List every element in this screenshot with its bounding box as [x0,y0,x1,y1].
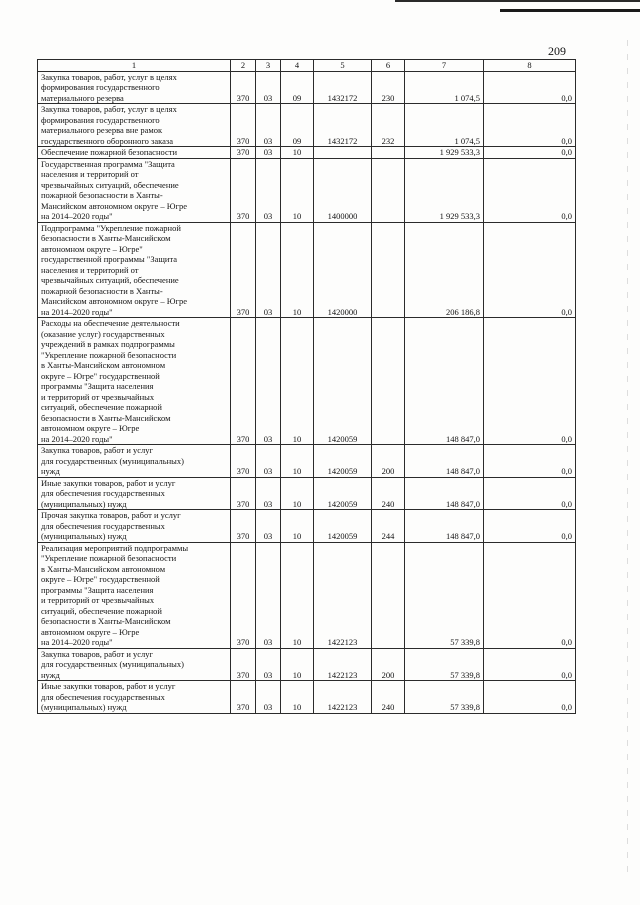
ministry-code-cell: 370 [231,147,256,159]
table-row [38,681,576,714]
amount-cell: 57 339,8 [405,542,484,648]
expense-type-cell [372,318,405,445]
expense-type-cell [372,222,405,318]
ministry-code-cell: 370 [231,510,256,543]
row-name-cell: Государственная программа "Защита населения и территорий от чрезвычайных ситуаций, обеспечение пожарной безопасности в Ханты- Мансийском автономном округе – Югре на 2014–2020 годы" [38,158,231,222]
amount-cell: 206 186,8 [405,222,484,318]
table-row [38,104,576,147]
amount-cell: 1 929 533,3 [405,158,484,222]
table-row [38,147,576,159]
amount-cell: 57 339,8 [405,648,484,681]
expense-type-cell: 244 [372,510,405,543]
table-row [38,318,576,445]
table-row [38,71,576,104]
expense-type-cell [372,542,405,648]
row-name-cell: Закупка товаров, работ и услуг для государственных (муниципальных) нужд [38,445,231,478]
section-code-cell: 03 [256,158,281,222]
column-header: 3 [256,60,281,72]
section-code-cell: 03 [256,510,281,543]
target-article-cell: 1420000 [314,222,372,318]
amount-cell: 1 074,5 [405,104,484,147]
subsection-code-cell: 09 [281,71,314,104]
subsection-code-cell: 09 [281,104,314,147]
subsection-code-cell: 10 [281,445,314,478]
ministry-code-cell: 370 [231,681,256,714]
subsection-code-cell: 10 [281,477,314,510]
expense-type-cell: 200 [372,445,405,478]
amount-secondary-cell: 0,0 [484,318,576,445]
amount-cell: 148 847,0 [405,445,484,478]
subsection-code-cell: 10 [281,648,314,681]
amount-secondary-cell: 0,0 [484,542,576,648]
section-code-cell: 03 [256,222,281,318]
row-name-cell: Иные закупки товаров, работ и услуг для обеспечения государственных (муниципальных) нужд [38,477,231,510]
table-row [38,648,576,681]
subsection-code-cell: 10 [281,542,314,648]
section-code-cell: 03 [256,681,281,714]
amount-cell: 1 929 533,3 [405,147,484,159]
column-header: 8 [484,60,576,72]
target-article-cell: 1432172 [314,71,372,104]
amount-secondary-cell: 0,0 [484,510,576,543]
ministry-code-cell: 370 [231,222,256,318]
amount-secondary-cell: 0,0 [484,477,576,510]
ministry-code-cell: 370 [231,71,256,104]
section-code-cell: 03 [256,648,281,681]
column-header: 7 [405,60,484,72]
expense-type-cell [372,147,405,159]
table-row [38,510,576,543]
amount-cell: 148 847,0 [405,510,484,543]
amount-cell: 148 847,0 [405,477,484,510]
target-article-cell: 1400000 [314,158,372,222]
row-name-cell: Обеспечение пожарной безопасности [38,147,231,159]
ministry-code-cell: 370 [231,445,256,478]
page-number: 209 [548,44,566,58]
scan-edge-artifact [627,40,628,880]
column-header: 4 [281,60,314,72]
target-article-cell: 1422123 [314,542,372,648]
expense-type-cell: 200 [372,648,405,681]
top-scan-rule [395,0,640,2]
section-code-cell: 03 [256,147,281,159]
section-code-cell: 03 [256,318,281,445]
amount-secondary-cell: 0,0 [484,71,576,104]
amount-secondary-cell: 0,0 [484,147,576,159]
target-article-cell: 1420059 [314,445,372,478]
table-row [38,222,576,318]
amount-secondary-cell: 0,0 [484,648,576,681]
table-header-row [38,60,576,72]
amount-secondary-cell: 0,0 [484,681,576,714]
target-article-cell: 1420059 [314,510,372,543]
expense-type-cell: 232 [372,104,405,147]
subsection-code-cell: 10 [281,510,314,543]
column-header: 6 [372,60,405,72]
subsection-code-cell: 10 [281,147,314,159]
row-name-cell: Закупка товаров, работ, услуг в целях формирования государственного материального резерва вне рамок государственного оборонного заказа [38,104,231,147]
column-header: 5 [314,60,372,72]
section-code-cell: 03 [256,104,281,147]
row-name-cell: Подпрограмма "Укрепление пожарной безопасности в Ханты-Мансийском автономном округе – Югре" государственной программы "Защита населения и территорий от чрезвычайных ситуаций, обеспечение пожарной безопасности в Ханты- Мансийском автономном округе – Югре на 2014–2020 годы" [38,222,231,318]
top-scan-rule-thick [500,9,640,12]
table-row [38,445,576,478]
section-code-cell: 03 [256,71,281,104]
amount-secondary-cell: 0,0 [484,158,576,222]
subsection-code-cell: 10 [281,158,314,222]
expense-type-cell: 240 [372,477,405,510]
ministry-code-cell: 370 [231,158,256,222]
ministry-code-cell: 370 [231,104,256,147]
amount-cell: 1 074,5 [405,71,484,104]
budget-table [37,59,576,714]
ministry-code-cell: 370 [231,648,256,681]
amount-cell: 57 339,8 [405,681,484,714]
row-name-cell: Прочая закупка товаров, работ и услуг для обеспечения государственных (муниципальных) нужд [38,510,231,543]
expense-type-cell [372,158,405,222]
subsection-code-cell: 10 [281,222,314,318]
row-name-cell: Реализация мероприятий подпрограммы "Укрепление пожарной безопасности в Ханты-Мансийском автономном округе – Югре" государственной программы "Защита населения и территорий от чрезвычайных ситуаций, обеспечение пожарной безопасности в Ханты-Мансийском автономном округе – Югре на 2014–2020 годы" [38,542,231,648]
target-article-cell [314,147,372,159]
amount-secondary-cell: 0,0 [484,222,576,318]
section-code-cell: 03 [256,445,281,478]
target-article-cell: 1420059 [314,318,372,445]
amount-cell: 148 847,0 [405,318,484,445]
table-row [38,542,576,648]
section-code-cell: 03 [256,542,281,648]
table-row [38,477,576,510]
target-article-cell: 1432172 [314,104,372,147]
subsection-code-cell: 10 [281,318,314,445]
ministry-code-cell: 370 [231,542,256,648]
target-article-cell: 1422123 [314,681,372,714]
ministry-code-cell: 370 [231,477,256,510]
column-header: 2 [231,60,256,72]
row-name-cell: Закупка товаров, работ, услуг в целях формирования государственного материального резерва [38,71,231,104]
row-name-cell: Иные закупки товаров, работ и услуг для обеспечения государственных (муниципальных) нужд [38,681,231,714]
column-header: 1 [38,60,231,72]
row-name-cell: Закупка товаров, работ и услуг для государственных (муниципальных) нужд [38,648,231,681]
amount-secondary-cell: 0,0 [484,104,576,147]
amount-secondary-cell: 0,0 [484,445,576,478]
row-name-cell: Расходы на обеспечение деятельности (оказание услуг) государственных учреждений в рамках подпрограммы "Укрепление пожарной безопасности в Ханты-Мансийском автономном округе – Югре" государственной программы "Защита населения и территорий от чрезвычайных ситуаций, обеспечение пожарной безопасности в Ханты-Мансийском автономном округе – Югре на 2014–2020 годы" [38,318,231,445]
expense-type-cell: 230 [372,71,405,104]
target-article-cell: 1420059 [314,477,372,510]
ministry-code-cell: 370 [231,318,256,445]
section-code-cell: 03 [256,477,281,510]
table-row [38,158,576,222]
expense-type-cell: 240 [372,681,405,714]
target-article-cell: 1422123 [314,648,372,681]
subsection-code-cell: 10 [281,681,314,714]
